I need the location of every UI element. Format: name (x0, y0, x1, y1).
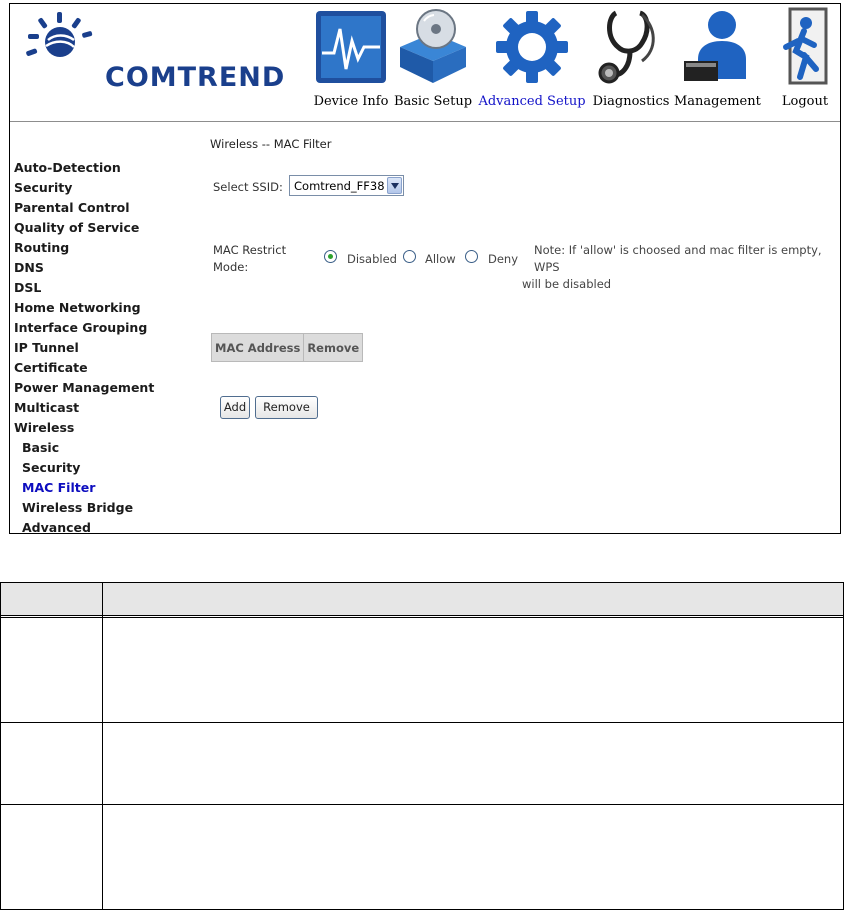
advanced-setup-icon (493, 7, 571, 87)
header (10, 4, 840, 122)
sidebar-item-certificate[interactable]: Certificate (14, 360, 88, 375)
sidebar-subitem-wireless-bridge[interactable]: Wireless Bridge (22, 500, 134, 515)
nav-advanced-setup[interactable] (477, 4, 587, 116)
mac-restrict-mode-label (213, 242, 286, 276)
nav-label: Diagnostics (592, 94, 670, 109)
document-table (0, 582, 844, 910)
nav-label: Logout (781, 94, 829, 109)
radio-allow-label: Allow (425, 252, 456, 266)
row-divider (1, 804, 843, 805)
radio-disabled-label: Disabled (347, 252, 397, 266)
sidebar-item-routing[interactable]: Routing (14, 240, 70, 255)
management-icon (678, 7, 756, 87)
nav-device-info[interactable] (309, 4, 393, 116)
sidebar-subitem-basic[interactable]: Basic (22, 440, 60, 455)
column-divider (102, 583, 103, 909)
sidebar-item-auto-detection[interactable]: Auto-Detection (14, 160, 121, 175)
nav-logout[interactable] (770, 4, 840, 116)
page-title: Wireless -- MAC Filter (210, 137, 332, 151)
nav-label: Management (674, 94, 761, 109)
nav-management[interactable] (674, 4, 760, 116)
sidebar-item-security[interactable]: Security (14, 180, 73, 195)
ssid-select[interactable] (289, 175, 404, 196)
row-divider (1, 722, 843, 723)
radio-deny[interactable] (465, 250, 478, 263)
mode-note-line1: Note: If 'allow' is choosed and mac filter is empty, WPS (534, 243, 822, 274)
logo-burst-icon (22, 10, 102, 70)
sidebar-subitem-advanced[interactable]: Advanced (22, 520, 91, 534)
nav-label: Device Info (313, 94, 389, 109)
sidebar-item-multicast[interactable]: Multicast (14, 400, 80, 415)
comtrend-logo (22, 10, 292, 96)
sidebar-item-dsl[interactable]: DSL (14, 280, 42, 295)
mode-note (512, 242, 832, 293)
logo-text: COMTREND (105, 62, 286, 93)
mode-label-line2: Mode: (213, 260, 249, 274)
sidebar-item-dns[interactable]: DNS (14, 260, 44, 275)
mode-note-line2: will be disabled (522, 277, 612, 291)
column-header-remove: Remove (304, 334, 363, 362)
mac-filter-table (211, 333, 363, 362)
sidebar-item-interface-grouping[interactable]: Interface Grouping (14, 320, 148, 335)
nav-diagnostics[interactable] (590, 4, 672, 116)
sidebar-subitem-security[interactable]: Security (22, 460, 81, 475)
nav-label: Basic Setup (393, 94, 473, 109)
mode-label-line1: MAC Restrict (213, 243, 287, 257)
router-ui-screenshot (9, 3, 841, 534)
nav-label: Advanced Setup (478, 94, 586, 109)
radio-deny-label: Deny (488, 252, 519, 266)
ssid-selected-value: Comtrend_FF38 (294, 179, 385, 193)
column-header-mac-address: MAC Address (212, 334, 304, 362)
sidebar-item-ip-tunnel[interactable]: IP Tunnel (14, 340, 79, 355)
sidebar-item-home-networking[interactable]: Home Networking (14, 300, 141, 315)
ssid-label: Select SSID: (213, 180, 283, 194)
logout-icon (766, 7, 841, 87)
diagnostics-icon (592, 7, 670, 87)
basic-setup-icon (394, 7, 472, 87)
content-panel (163, 123, 840, 534)
sidebar-item-parental-control[interactable]: Parental Control (14, 200, 130, 215)
document-table-header (1, 583, 843, 616)
sidebar (10, 123, 163, 534)
radio-allow[interactable] (403, 250, 416, 263)
nav-basic-setup[interactable] (393, 4, 473, 116)
device-info-icon (312, 7, 390, 87)
remove-button[interactable]: Remove (255, 396, 318, 419)
sidebar-item-wireless[interactable]: Wireless (14, 420, 75, 435)
sidebar-item-quality-of-service[interactable]: Quality of Service (14, 220, 140, 235)
add-button[interactable]: Add (220, 396, 250, 419)
chevron-down-icon[interactable] (387, 177, 402, 194)
radio-disabled[interactable] (324, 250, 337, 263)
sidebar-subitem-mac-filter[interactable]: MAC Filter (22, 480, 96, 495)
sidebar-item-power-management[interactable]: Power Management (14, 380, 155, 395)
